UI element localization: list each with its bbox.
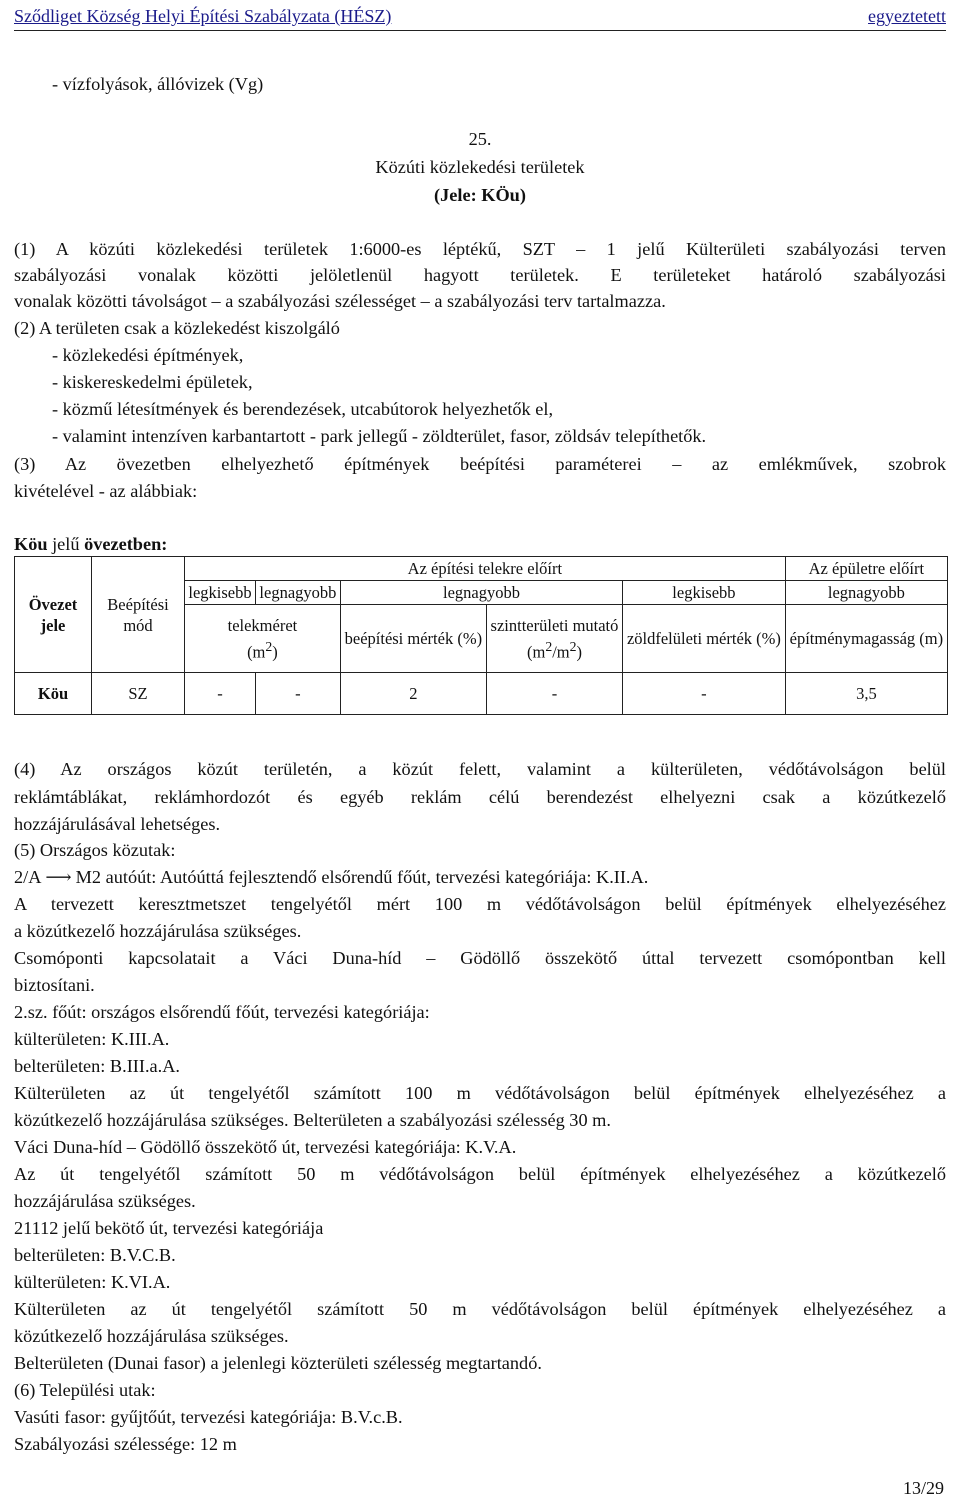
index-unit: (m: [526, 642, 546, 662]
zone-code: Köu: [14, 534, 48, 554]
header-min: legkisebb: [623, 581, 786, 605]
table-cell: -: [486, 673, 622, 715]
table-title: [14, 533, 167, 555]
paragraph-line: belterületen: B.V.C.B.: [14, 1245, 176, 1265]
table-cell: -: [185, 673, 256, 715]
paragraph-line: külterületen: K.III.A.: [14, 1029, 170, 1049]
paragraph-line: Belterületen (Dunai fasor) a jelenlegi közterületi szélesség megtartandó.: [14, 1353, 542, 1373]
road-desc: M2 autóút: Autóúttá fejlesztendő elsőrendű főút, tervezési kategóriája: K.II.A.: [75, 867, 649, 887]
header-plot-size: telekméret $(m^2)$: [185, 605, 341, 673]
header-green: zöldfelületi mérték (%): [623, 605, 786, 673]
table-cell: SZ: [92, 673, 185, 715]
list-item: - valamint intenzíven karbantartott - park jellegű - zöldterület, fasor, zöldsáv telepíthetők.: [52, 426, 707, 446]
plot-size-unit: (m: [247, 642, 266, 662]
header-mode: Beépítési mód: [92, 557, 185, 673]
table-cell: 2: [340, 673, 486, 715]
table-title-bold: övezetben:: [84, 534, 168, 554]
list-item: - közlekedési építmények,: [52, 345, 244, 365]
header-max: legnagyobb: [255, 581, 340, 605]
document-title: Sződliget Község Helyi Építési Szabályzata (HÉSZ): [14, 6, 392, 26]
paragraph-line: a közútkezelő hozzájárulása szükséges.: [14, 921, 302, 941]
paragraph-line: biztosítani.: [14, 975, 95, 995]
header-max: legnagyobb: [340, 581, 622, 605]
paragraph-line: hozzájárulásával lehetséges.: [14, 814, 221, 834]
section-code: (Jele: KÖu): [434, 185, 526, 205]
paragraph-line: közútkezelő hozzájárulása szükséges. Belterületen a szabályozási szélesség 30 m.: [14, 1110, 611, 1130]
header-plot: Az építési telekre előírt: [185, 557, 786, 581]
zoning-parameters-table: [14, 556, 948, 715]
paragraph-line: (6) Települési utak:: [14, 1380, 156, 1400]
table-title-text: jelű: [47, 534, 85, 554]
paragraph-line: Váci Duna-híd – Gödöllő összekötő út, tervezési kategóriája: K.V.A.: [14, 1137, 517, 1157]
paragraph-line: (2) A területen csak a közlekedést kiszolgáló: [14, 318, 340, 338]
paragraph-line: Vasúti fasor: gyűjtőút, tervezési kategóriája: B.V.c.B.: [14, 1407, 403, 1427]
table-cell: -: [623, 673, 786, 715]
document-status: egyeztetett: [868, 6, 946, 26]
plot-size-label: telekméret: [227, 615, 298, 635]
header-min: legkisebb: [185, 581, 256, 605]
paragraph-line: A tervezett keresztmetszet tengelyétől mért 100 m védőtávolságon belül építmények elhelyezéséhez: [14, 894, 946, 914]
page-header: [14, 4, 946, 31]
paragraph-line: (3) Az övezetben elhelyezhető építmények beépítési paraméterei – az emlékművek, szobrok: [14, 454, 946, 474]
list-item: - vízfolyások, állóvizek (Vg): [52, 74, 264, 94]
paragraph-line: kivételével - az alábbiak:: [14, 481, 198, 501]
paragraph-line: közútkezelő hozzájárulása szükséges.: [14, 1326, 289, 1346]
table-cell: Köu: [15, 673, 92, 715]
paragraph-line: szabályozási vonalak közötti jelöletlenül hagyott területek. E területeket határoló szabályozási: [14, 265, 946, 285]
list-item: - kiskereskedelmi épületek,: [52, 372, 253, 392]
paragraph-line: 21112 jelű bekötő út, tervezési kategóriája: [14, 1218, 324, 1238]
paragraph-line: Az út tengelyétől számított 50 m védőtávolságon belül építmények elhelyezéséhez a közútkezelő: [14, 1164, 946, 1184]
paragraph-line: (5) Országos közutak:: [14, 840, 176, 860]
header-zone: Övezet jele: [15, 557, 92, 673]
header-index: szintterületi mutató $(m^2/m^2)$: [486, 605, 622, 673]
paragraph-line: Szabályozási szélessége: 12 m: [14, 1434, 237, 1454]
road-code: 2/A: [14, 867, 42, 887]
paragraph-line: Külterületen az út tengelyétől számított 100 m védőtávolságon belül építmények elhelyezéséhez a: [14, 1083, 946, 1103]
page-number: 13/29: [902, 1478, 944, 1498]
paragraph-line: (4) Az országos közút területén, a közút felett, valamint a külterületen, védőtávolságon belül: [14, 759, 946, 779]
list-item: - közmű létesítmények és berendezések, utcabútorok helyezhetők el,: [52, 399, 554, 419]
paragraph-line: Külterületen az út tengelyétől számított 50 m védőtávolságon belül építmények elhelyezéséhez a: [14, 1299, 946, 1319]
header-coverage: beépítési mérték (%): [340, 605, 486, 673]
header-max: legnagyobb: [785, 581, 947, 605]
paragraph-line: [14, 866, 648, 888]
section-title: Közúti közlekedési területek: [375, 157, 585, 177]
paragraph-line: reklámtáblákat, reklámhordozót és egyéb reklám célú berendezést elhelyezni csak a közútkezelő: [14, 787, 946, 807]
paragraph-line: hozzájárulása szükséges.: [14, 1191, 196, 1211]
index-label: szintterületi mutató: [490, 615, 619, 635]
paragraph-line: külterületen: K.VI.A.: [14, 1272, 171, 1292]
section-number: 25.: [468, 129, 492, 149]
header-building: Az épületre előírt: [785, 557, 947, 581]
paragraph-line: vonalak közötti távolságot – a szabályozási szélességet – a szabályozási terv tartalmazza.: [14, 291, 666, 311]
paragraph-line: Csomóponti kapcsolatait a Váci Duna-híd – Gödöllő összekötő úttal tervezett csomópontban kell: [14, 948, 946, 968]
paragraph-line: 2.sz. főút: országos elsőrendű főút, tervezési kategóriája:: [14, 1002, 430, 1022]
header-height: építménymagasság (m): [785, 605, 947, 673]
table-cell: 3,5: [785, 673, 947, 715]
arrow-right-icon: ⟶: [45, 867, 72, 887]
table-cell: -: [255, 673, 340, 715]
paragraph-line: belterületen: B.III.a.A.: [14, 1056, 180, 1076]
paragraph-line: (1) A közúti közlekedési területek 1:6000-es léptékű, SZT – 1 jelű Külterületi szabályozási terven: [14, 239, 946, 259]
